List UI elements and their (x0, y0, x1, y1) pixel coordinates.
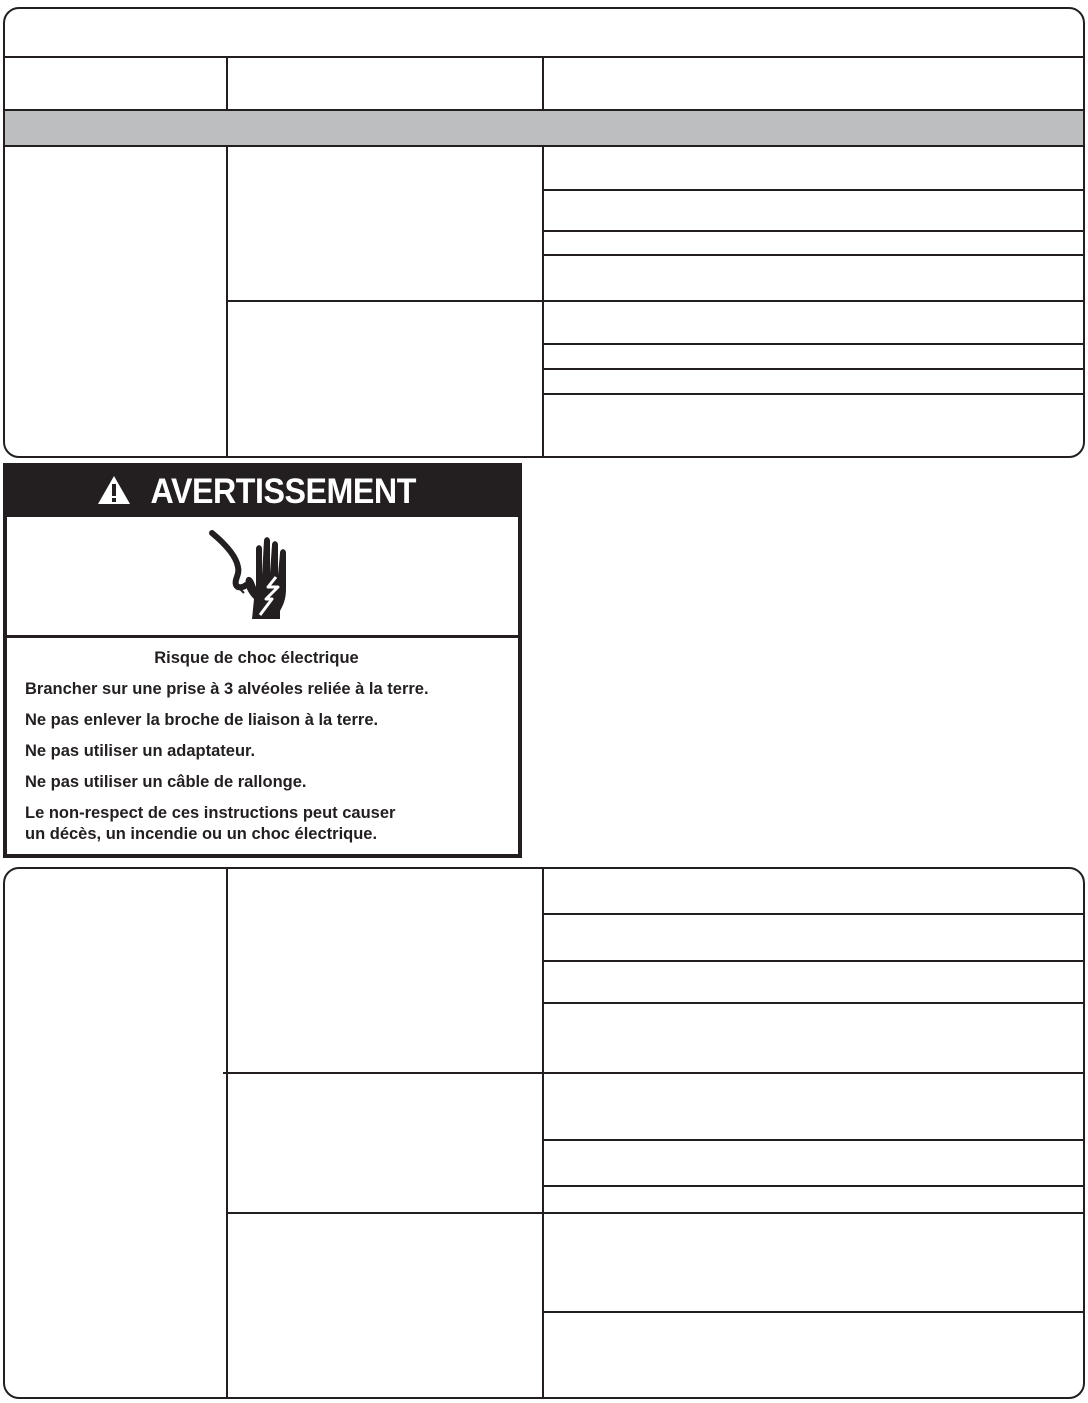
top-table (3, 7, 1085, 458)
warning-body (25, 648, 508, 845)
solution-row-divider (542, 254, 1083, 256)
warning-instruction: Ne pas utiliser un adaptateur. (25, 742, 256, 760)
warning-header (7, 467, 518, 517)
warning-instruction: Ne pas utiliser un câble de rallonge. (25, 773, 307, 791)
cause-row-divider (226, 300, 1083, 302)
solution-row-divider (542, 1185, 1083, 1187)
warning-separator (7, 635, 518, 638)
solution-row-divider (542, 1311, 1083, 1313)
cause-row-divider (223, 1072, 1083, 1074)
warning-risk: Risque de choc électrique (154, 649, 359, 667)
column-divider-2 (542, 56, 544, 111)
table-title-row-divider (5, 56, 1083, 58)
solution-row-divider (542, 1002, 1083, 1004)
alert-triangle-icon (97, 475, 131, 510)
column-divider-2 (542, 869, 544, 1397)
solution-row-divider (542, 913, 1083, 915)
warning-title: AVERTISSEMENT (150, 472, 417, 511)
solution-row-divider (542, 1139, 1083, 1141)
solution-row-divider (542, 960, 1083, 962)
solution-row-divider (542, 343, 1083, 345)
section-band-divider (5, 145, 1083, 147)
solution-row-divider (542, 368, 1083, 370)
warning-instruction: Brancher sur une prise à 3 alvéoles reliée à la terre. (25, 680, 429, 698)
bottom-table (3, 867, 1085, 1399)
column-divider-1 (226, 56, 228, 111)
solution-row-divider (542, 393, 1083, 395)
solution-row-divider (542, 230, 1083, 232)
warning-instruction: Ne pas enlever la broche de liaison à la terre. (25, 711, 379, 729)
column-divider-1 (226, 869, 228, 1397)
section-band (5, 111, 1083, 145)
warning-consequence: Le non-respect de ces instructions peut causer un décès, un incendie ou un choc électrique. (25, 804, 396, 843)
cause-row-divider (226, 1212, 1083, 1214)
solution-row-divider (542, 189, 1083, 191)
electric-shock-warning (3, 463, 522, 858)
electric-shock-hand-icon (204, 527, 304, 632)
